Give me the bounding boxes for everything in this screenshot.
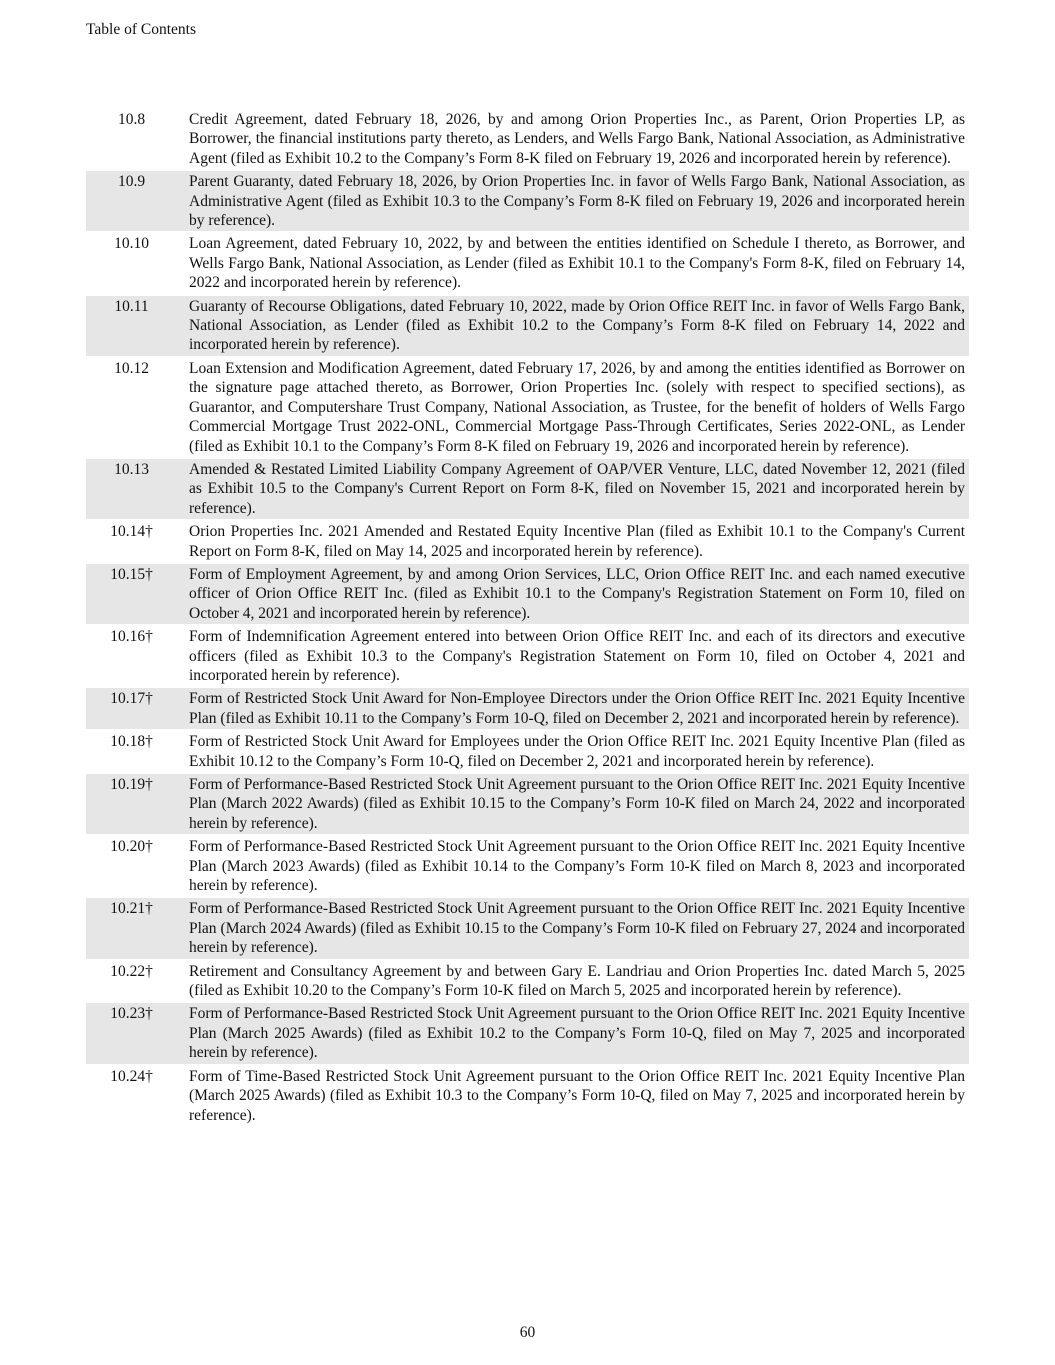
exhibit-description: Form of Restricted Stock Unit Award for Employees under the Orion Office REIT Inc. 2021 Equity Incentive Plan (filed as Exhibit 10.12 to the Company’s Form 10-Q, filed on December 2, 2021 and incorporated herein by reference). — [189, 733, 965, 770]
exhibit-row — [86, 898, 969, 958]
exhibit-row — [86, 836, 969, 896]
exhibit-row — [86, 731, 969, 772]
exhibit-description: Form of Employment Agreement, by and among Orion Services, LLC, Orion Office REIT Inc. and each named executive officer of Orion Office REIT Inc. (filed as Exhibit 10.1 to the Company's Registration Statement on Form 10, filed on October 4, 2021 and incorporated herein by reference). — [189, 565, 965, 622]
exhibit-row — [86, 109, 969, 169]
exhibit-row — [86, 1003, 969, 1063]
exhibit-row — [86, 1066, 969, 1126]
exhibit-description: Form of Performance-Based Restricted Stock Unit Agreement pursuant to the Orion Office REIT Inc. 2021 Equity Incentive Plan (March 2025 Awards) (filed as Exhibit 10.2 to the Company’s Form 10-Q, filed on May 7, 2025 and incorporated herein by reference). — [189, 1005, 965, 1062]
exhibit-number: 10.15† — [110, 565, 153, 583]
exhibit-row — [86, 564, 969, 624]
exhibit-number: 10.14† — [110, 523, 153, 541]
exhibit-number: 10.9 — [117, 173, 146, 191]
exhibit-description: Parent Guaranty, dated February 18, 2026, by Orion Properties Inc. in favor of Wells Fargo Bank, National Association, as Administrative Agent (filed as Exhibit 10.3 to the Company’s Form 8-K filed on February 19, 2026 and incorporated herein by reference). — [189, 173, 965, 230]
exhibit-number: 10.19† — [110, 776, 153, 793]
exhibit-description: Loan Extension and Modification Agreement, dated February 17, 2026, by and among the entities identified as Borrower on the signature page attached thereto, as Borrower, Orion Properties Inc. (solely with respect to specified sections), as Guarantor, and Computershare Trust Company, National Association, as Trustee, for the benefit of holders of Wells Fargo Commercial Mortgage Trust 2022-ONL, Commercial Mortgage Pass-Through Certificates, Series 2022-ONL, as Lender (filed as Exhibit 10.1 to the Company’s Form 8-K filed on February 19, 2026 and incorporated herein by reference). — [189, 359, 965, 455]
exhibit-number: 10.20† — [110, 838, 153, 856]
exhibit-description: Form of Restricted Stock Unit Award for Non-Employee Directors under the Orion Office REIT Inc. 2021 Equity Incentive Plan (filed as Exhibit 10.11 to the Company’s Form 10-Q, filed on December 2, 2021 and incorporated herein by reference). — [189, 690, 965, 727]
exhibit-number: 10.22† — [110, 962, 153, 980]
exhibit-description: Orion Properties Inc. 2021 Amended and Restated Equity Incentive Plan (filed as Exhibit 10.1 to the Company's Current Report on Form 8-K, filed on May 14, 2025 and incorporated herein by reference). — [189, 523, 965, 560]
page-number: 60 — [519, 1324, 536, 1341]
exhibit-row — [86, 774, 969, 834]
exhibit-number: 10.8 — [117, 111, 146, 128]
exhibit-row — [86, 459, 969, 519]
exhibit-description: Form of Performance-Based Restricted Stock Unit Agreement pursuant to the Orion Office REIT Inc. 2021 Equity Incentive Plan (March 2024 Awards) (filed as Exhibit 10.15 to the Company’s Form 10-K filed on February 27, 2024 and incorporated herein by reference). — [189, 900, 965, 957]
exhibit-row — [86, 626, 969, 686]
exhibit-row — [86, 296, 969, 356]
exhibit-number: 10.11 — [114, 297, 149, 315]
exhibit-row — [86, 688, 969, 729]
exhibit-description: Credit Agreement, dated February 18, 2026, by and among Orion Properties Inc., as Parent, Orion Properties LP, as Borrower, the financial institutions party thereto, as Lenders, and Wells Fargo Bank, National Association, as Administrative Agent (filed as Exhibit 10.2 to the Company’s Form 8-K filed on February 19, 2026 and incorporated herein by reference). — [189, 111, 965, 167]
exhibit-number: 10.16† — [110, 628, 153, 646]
exhibit-number: 10.12 — [114, 359, 149, 377]
exhibit-row — [86, 961, 969, 1002]
exhibit-number: 10.17† — [110, 690, 153, 708]
exhibit-description: Guaranty of Recourse Obligations, dated February 10, 2022, made by Orion Office REIT Inc. in favor of Wells Fargo Bank, National Association, as Lender (filed as Exhibit 10.2 to the Company’s Form 8-K filed on February 14, 2022 and incorporated herein by reference). — [189, 297, 965, 354]
exhibit-number: 10.13 — [114, 460, 149, 478]
exhibit-description: Form of Performance-Based Restricted Stock Unit Agreement pursuant to the Orion Office REIT Inc. 2021 Equity Incentive Plan (March 2022 Awards) (filed as Exhibit 10.15 to the Company’s Form 10-K filed on March 24, 2022 and incorporated herein by reference). — [189, 776, 965, 832]
exhibit-description: Loan Agreement, dated February 10, 2022, by and between the entities identified on Schedule I thereto, as Borrower, and Wells Fargo Bank, National Association, as Lender (filed as Exhibit 10.1 to the Company's Form 8-K, filed on February 14, 2022 and incorporated herein by reference). — [189, 235, 965, 292]
table-of-contents-link[interactable]: Table of Contents — [86, 21, 196, 38]
exhibit-row — [86, 358, 969, 457]
exhibit-description: Form of Time-Based Restricted Stock Unit Agreement pursuant to the Orion Office REIT Inc. 2021 Equity Incentive Plan (March 2025 Awards) (filed as Exhibit 10.3 to the Company’s Form 10-Q, filed on May 7, 2025 and incorporated herein by reference). — [189, 1067, 965, 1124]
exhibit-description: Form of Indemnification Agreement entered into between Orion Office REIT Inc. and each of its directors and executive officers (filed as Exhibit 10.3 to the Company's Registration Statement on Form 10, filed on October 4, 2021 and incorporated herein by reference). — [189, 628, 965, 684]
exhibit-number: 10.24† — [110, 1067, 153, 1085]
exhibit-description: Amended & Restated Limited Liability Company Agreement of OAP/VER Venture, LLC, dated November 12, 2021 (filed as Exhibit 10.5 to the Company's Current Report on Form 8-K, filed on November 15, 2021 and incorporated herein by reference). — [189, 460, 965, 517]
exhibit-row — [86, 521, 969, 562]
exhibit-number: 10.10 — [114, 235, 149, 253]
exhibit-description: Retirement and Consultancy Agreement by and between Gary E. Landriau and Orion Properties Inc. dated March 5, 2025 (filed as Exhibit 10.20 to the Company’s Form 10-K filed on March 5, 2025 and incorporated herein by reference). — [189, 962, 965, 1000]
exhibit-row — [86, 171, 969, 231]
exhibit-number: 10.23† — [110, 1005, 153, 1023]
exhibit-number: 10.18† — [110, 733, 153, 751]
exhibit-description: Form of Performance-Based Restricted Stock Unit Agreement pursuant to the Orion Office REIT Inc. 2021 Equity Incentive Plan (March 2023 Awards) (filed as Exhibit 10.14 to the Company’s Form 10-K filed on March 8, 2023 and incorporated herein by reference). — [189, 838, 965, 895]
exhibit-number: 10.21† — [110, 900, 153, 918]
exhibit-row — [86, 233, 969, 293]
exhibit-list — [86, 109, 969, 1128]
